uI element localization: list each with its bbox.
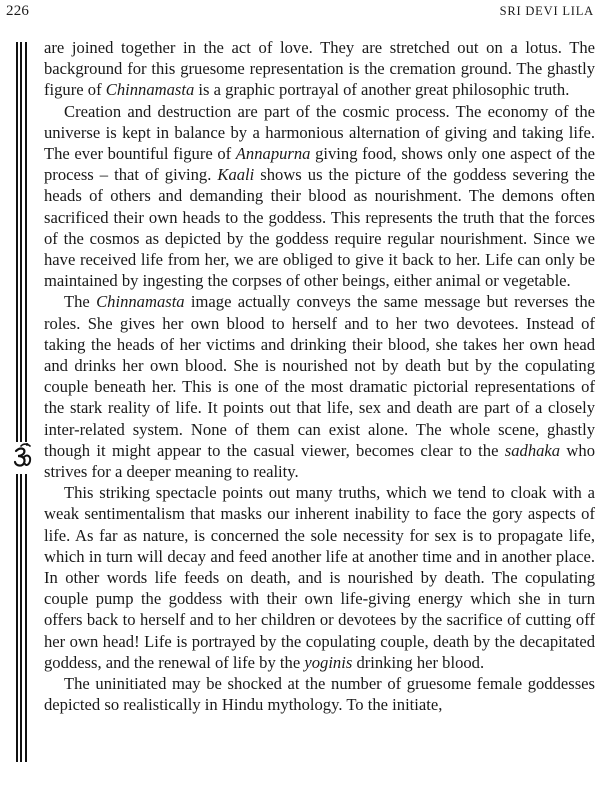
body-text [44,37,595,716]
text-run: Creation and destruction are part of the cosmic process. The economy of the universe is kept in balance by a harmonious alternation of giving and taking life. The ever bountiful figure of [44,101,595,164]
text-run: shows us the picture of the goddess severing the heads of others and demanding their blood as nourishment. The demons often sacrificed their own heads to the goddess. This represents the truth that the forces of the cosmos as depicted by the goddess require regular nourishment. Since we have received life from her, we are obliged to give it back to her. Life can only be maintained by ingesting the corpses of other beings, either animal or vegetable. [44,165,595,291]
margin-rule-line [16,474,18,762]
page-number: 226 [6,3,30,19]
margin-rule-line [25,42,27,442]
text-run: giving food, shows only one aspect of the process – that of giving. [44,144,595,185]
paragraph [44,482,595,673]
text-run: is a graphic portrayal of another great philosophic truth. [194,80,570,100]
italic-term: Chinnamasta [96,292,185,312]
text-run: The [64,292,97,312]
margin-rule-line [20,42,22,442]
text-run: are joined together in the act of love. They are stretched out on a lotus. The background for this gruesome representation is the cremation ground. The ghastly figure of [44,38,595,100]
italic-term: yoginis [304,652,353,672]
paragraph [44,291,595,482]
running-head: SRI DEVI LILA [499,4,594,18]
text-run: The uninitiated may be shocked at the number of gruesome female goddesses depicted so realistically in Hindu mythology. To the initiate, [44,674,595,715]
italic-term: Annapurna [235,144,311,164]
text-run: drinking her blood. [352,652,485,672]
om-icon [12,442,34,472]
text-run: image actually conveys the same message but reverses the roles. She gives her own blood to herself and to her two devotees. Instead of taking the heads of her victims and drinking their blood, she takes her own head and drinks her own blood. She is nourished not by death but by the copulating couple beneath her. This is one of the most dramatic pictorial representations of the stark reality of life. It points out that life, sex and death are part of a closely inter-related system. None of them can exist alone. The whole scene, ghastly though it might appear to the casual viewer, becomes clear to the [44,292,595,460]
text-run: who strives for a deeper meaning to reality. [44,440,595,482]
margin-decoration [14,42,28,762]
italic-term: Chinnamasta [105,80,195,100]
margin-rule-line [16,42,18,442]
margin-rule-line [20,474,22,762]
margin-rule-line [25,474,27,762]
paragraph [44,37,595,101]
italic-term: sadhaka [504,440,561,460]
text-run: This striking spectacle points out many truths, which we tend to cloak with a weak sentimentalism that masks our inherent inability to face the gory aspects of life. As far as nature, is concerned the sole necessity for sex is to propagate life, which in turn will decay and feed another life at another time and in another place. In other words life feeds on death, and is nourished by death. The copulating couple pump the goddess with their own life-giving energy which she in turn offers back to herself and to her children or devotees by the sacrifice of cutting off her own head! Life is portrayed by the copulating couple, death by the decapitated goddess, and the renewal of life by the [44,483,595,672]
paragraph [44,673,595,715]
italic-term: Kaali [217,165,255,185]
paragraph [44,101,595,292]
